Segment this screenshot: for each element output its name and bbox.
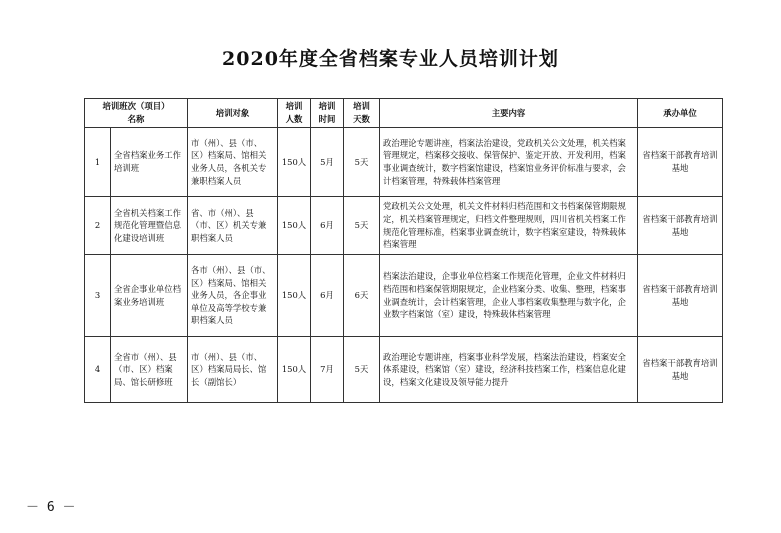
people-cell: 150人 bbox=[278, 197, 311, 255]
unit-cell: 省档案干部教育培训基地 bbox=[638, 197, 723, 255]
header-time: 培训 时间 bbox=[311, 99, 344, 128]
class-name-cell: 全省档案业务工作培训班 bbox=[111, 128, 188, 197]
unit-cell: 省档案干部教育培训基地 bbox=[638, 337, 723, 403]
header-class-name: 培训班次（项目） 名称 bbox=[85, 99, 188, 128]
people-cell: 150人 bbox=[278, 128, 311, 197]
target-cell: 各市（州）、县（市、区）档案局、馆相关业务人员，各企事业单位及高等学校专兼职档案人员 bbox=[188, 255, 278, 337]
row-index: 1 bbox=[85, 128, 111, 197]
class-name-cell: 全省企事业单位档案业务培训班 bbox=[111, 255, 188, 337]
days-cell: 6天 bbox=[344, 255, 380, 337]
time-cell: 6月 bbox=[311, 197, 344, 255]
days-cell: 5天 bbox=[344, 197, 380, 255]
days-cell: 5天 bbox=[344, 128, 380, 197]
row-index: 3 bbox=[85, 255, 111, 337]
row-index: 4 bbox=[85, 337, 111, 403]
target-cell: 市（州）、县（市、区）档案局局长、馆长（副馆长） bbox=[188, 337, 278, 403]
header-unit: 承办单位 bbox=[638, 99, 723, 128]
days-cell: 5天 bbox=[344, 337, 380, 403]
content-cell: 政治理论专题讲座，档案事业科学发展，档案法治建设，档案安全体系建设，档案馆（室）建设，经济科技档案工作，档案信息化建设，档案文化建设及领导能力提升 bbox=[380, 337, 638, 403]
people-cell: 150人 bbox=[278, 255, 311, 337]
header-target: 培训对象 bbox=[188, 99, 278, 128]
content-cell: 档案法治建设，企事业单位档案工作规范化管理，企业文件材料归档范围和档案保管期限规定，企业档案分类、收集、整理，档案事业调查统计，会计档案管理，企业人事档案收集整理与数字化，企业数字档案馆（室）建设，特殊载体档案管理 bbox=[380, 255, 638, 337]
unit-cell: 省档案干部教育培训基地 bbox=[638, 255, 723, 337]
unit-cell: 省档案干部教育培训基地 bbox=[638, 128, 723, 197]
table-row bbox=[85, 197, 723, 255]
time-cell: 5月 bbox=[311, 128, 344, 197]
people-cell: 150人 bbox=[278, 337, 311, 403]
document-title: 2020年度全省档案专业人员培训计划 bbox=[222, 48, 559, 70]
time-cell: 6月 bbox=[311, 255, 344, 337]
time-cell: 7月 bbox=[311, 337, 344, 403]
page-number: － 6 － bbox=[26, 500, 76, 515]
header-days: 培训 天数 bbox=[344, 99, 380, 128]
table-header-row bbox=[85, 99, 723, 128]
target-cell: 市（州）、县（市、区）档案局、馆相关业务人员，各机关专兼职档案人员 bbox=[188, 128, 278, 197]
class-name-cell: 全省机关档案工作规范化管理暨信息化建设培训班 bbox=[111, 197, 188, 255]
content-cell: 政治理论专题讲座，档案法治建设，党政机关公文处理，机关档案管理规定，档案移交接收、保管保护、鉴定开放、开发利用，档案事业调查统计，数字档案馆建设，档案馆业务评价标准与要求，会计档案管理，特殊载体档案管理 bbox=[380, 128, 638, 197]
training-plan-table bbox=[84, 98, 723, 403]
table-row bbox=[85, 255, 723, 337]
table-row bbox=[85, 337, 723, 403]
class-name-cell: 全省市（州）、县（市、区）档案局、馆长研修班 bbox=[111, 337, 188, 403]
row-index: 2 bbox=[85, 197, 111, 255]
table-row bbox=[85, 128, 723, 197]
content-cell: 党政机关公文处理，机关文件材料归档范围和文书档案保管期限规定，机关档案管理规定，归档文件整理规则，四川省机关档案工作规范化管理标准，档案事业调查统计，数字档案室建设，特殊载体档案管理 bbox=[380, 197, 638, 255]
header-content: 主要内容 bbox=[380, 99, 638, 128]
target-cell: 省、市（州）、县（市、区）机关专兼职档案人员 bbox=[188, 197, 278, 255]
header-people: 培训 人数 bbox=[278, 99, 311, 128]
